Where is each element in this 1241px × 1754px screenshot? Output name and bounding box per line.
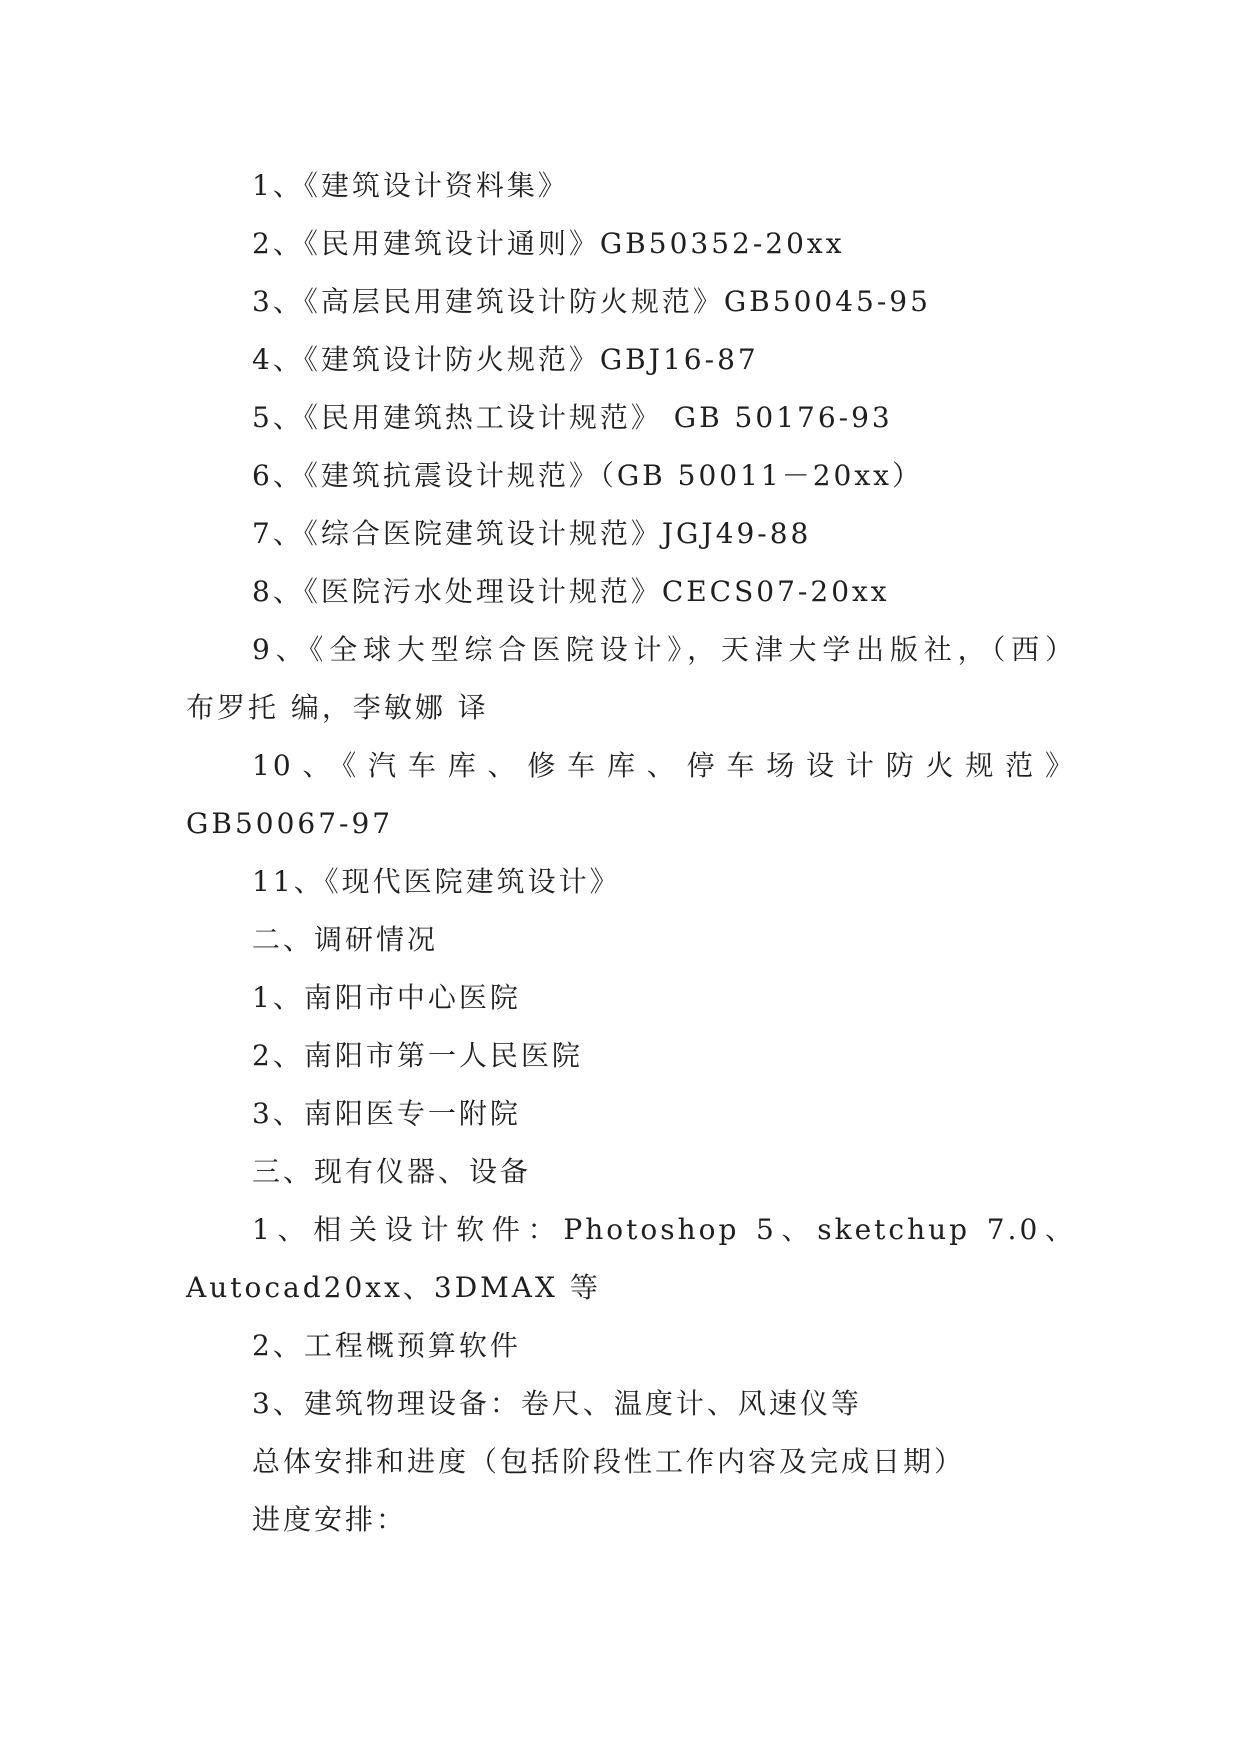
reference-item-10: 10、《汽车库、修车库、停车场设计防火规范》 xyxy=(252,749,1076,782)
reference-item-6: 6、《建筑抗震设计规范》（GB 50011－20xx） xyxy=(252,459,923,492)
section-heading-survey: 二、调研情况 xyxy=(252,923,439,956)
reference-item-5: 5、《民用建筑热工设计规范》 GB 50176-93 xyxy=(252,401,893,434)
section-heading-equipment: 三、现有仪器、设备 xyxy=(252,1155,532,1188)
equipment-item-2: 2、工程概预算软件 xyxy=(252,1329,521,1362)
equipment-item-1: 1、相关设计软件：Photoshop 5、sketchup 7.0、 xyxy=(252,1213,1076,1246)
reference-item-10-continued: GB50067-97 xyxy=(186,807,394,840)
survey-item-3: 3、南阳医专一附院 xyxy=(252,1097,521,1130)
schedule-heading: 总体安排和进度（包括阶段性工作内容及完成日期） xyxy=(252,1445,966,1478)
reference-item-9-continued: 布罗托 编，李敏娜 译 xyxy=(186,691,489,724)
survey-item-1: 1、南阳市中心医院 xyxy=(252,981,521,1014)
reference-item-7: 7、《综合医院建筑设计规范》JGJ49-88 xyxy=(252,517,812,550)
reference-item-2: 2、《民用建筑设计通则》GB50352-20xx xyxy=(252,227,845,260)
document-body xyxy=(186,157,1076,1549)
survey-item-2: 2、南阳市第一人民医院 xyxy=(252,1039,583,1072)
equipment-item-1-continued: Autocad20xx、3DMAX 等 xyxy=(186,1271,601,1304)
schedule-subheading: 进度安排： xyxy=(252,1503,408,1536)
reference-item-8: 8、《医院污水处理设计规范》CECS07-20xx xyxy=(252,575,890,608)
reference-item-4: 4、《建筑设计防火规范》GBJ16-87 xyxy=(252,343,759,376)
reference-item-3: 3、《高层民用建筑设计防火规范》GB50045-95 xyxy=(252,285,931,318)
reference-item-9: 9、《全球大型综合医院设计》，天津大学出版社，（西） xyxy=(252,633,1076,666)
reference-item-11: 11、《现代医院建筑设计》 xyxy=(252,865,621,898)
reference-item-1: 1、《建筑设计资料集》 xyxy=(252,169,569,202)
equipment-item-3: 3、建筑物理设备：卷尺、温度计、风速仪等 xyxy=(252,1387,862,1420)
